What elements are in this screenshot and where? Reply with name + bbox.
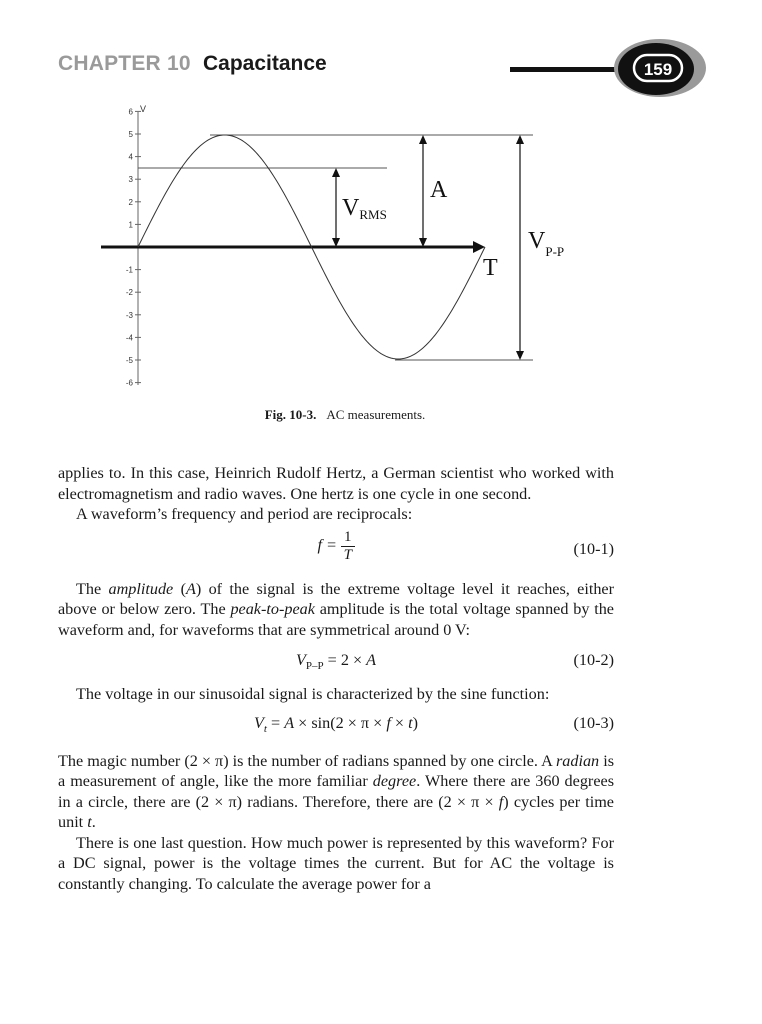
eq1-fraction [341,529,355,564]
equation-10-1-expr [58,529,614,564]
y-tick-label: -5 [125,356,133,365]
eq1-denominator: T [343,546,352,563]
equation-10-3-number: (10-3) [573,713,614,732]
page-number: 159 [643,60,673,79]
vpp-arrow-bottom [516,351,524,360]
y-tick-label: 3 [128,175,133,185]
figure-caption [95,407,595,423]
period-label: T [483,255,498,281]
figure-caption-text: AC measurements. [326,407,426,422]
figure-caption-label: Fig. 10-3. [264,407,317,422]
y-tick-label: -4 [125,333,133,343]
paragraph-sine: The voltage in our sinusoidal signal is characterized by the sine function: [76,685,550,703]
equation-10-2-number: (10-2) [573,651,614,669]
chapter-title: Capacitance [203,52,327,75]
vpp-arrow-top [516,135,524,144]
y-tick-label: 5 [128,130,133,139]
equation-10-2 [58,646,614,680]
waveform-plot [95,100,595,400]
term-peak-to-peak: peak-to-peak [230,600,315,618]
y-tick-label: -1 [125,265,133,275]
y-tick-label: 4 [128,152,133,162]
vpp-label: $V_{P-P}$ [528,228,565,259]
term-radian: radian [555,751,600,770]
equation-10-3-expr: $V_t = A \times \sin(2 \times \pi \times f \times t)$ [254,713,418,735]
y-axis-unit: V [140,104,147,114]
term-degree: degree [372,772,417,790]
equation-10-3 [58,711,614,747]
y-tick-label: 2 [128,197,133,207]
y-tick-label: -6 [125,378,133,388]
term-amplitude: amplitude [108,579,174,598]
paragraph-hertz: applies to. In this case, Heinrich Rudolf Hertz, a German scientist who worked with electromagnetism and radio waves. One hertz is one cycle in one second. [58,464,614,503]
amplitude-arrow-top [419,135,427,144]
eq1-lhs: f = [317,535,337,554]
y-tick-label: 6 [128,107,133,117]
chapter-label: CHAPTER 10 [58,52,191,75]
y-tick-label: -3 [125,310,133,320]
y-tick-label: 1 [128,220,133,230]
eq1-numerator: 1 [341,529,355,547]
amplitude-label: A [430,177,448,203]
paragraph-power: There is one last question. How much power is represented by this waveform? For a DC signal, power is the voltage times the current. But for AC the voltage is constantly changing. To calculate the average power for a [58,833,614,893]
header-rule [510,67,620,72]
page-number-badge [612,36,708,100]
paragraph-reciprocals: A waveform’s frequency and period are reciprocals: [76,505,413,523]
paragraph-radians: The magic number (2 × π) is the number of radians spanned by one circle. A radian is a measurement of angle, like the more familiar degree. Where there are 360 degrees in a circle, there are (2 × π) radians. Therefore, there are (2 × π × f) cycles per time unit t. [58,751,614,831]
equation-10-1 [58,529,614,573]
vrms-arrow-top [332,168,340,177]
vrms-label: VRMS [342,195,387,222]
paragraph-amplitude: The amplitude (A) of the signal is the extreme voltage level it reaches, either above or below zero. The peak-to-peak amplitude is the total voltage spanned by the waveform and, for waveforms that are symmetrical around 0 V: [58,579,614,639]
equation-10-1-number: (10-1) [573,539,614,558]
equation-10-2-expr: $V_{P-P} = 2 \times A$ [295,651,377,673]
y-tick-label: -2 [125,288,133,298]
body-text [58,463,614,894]
